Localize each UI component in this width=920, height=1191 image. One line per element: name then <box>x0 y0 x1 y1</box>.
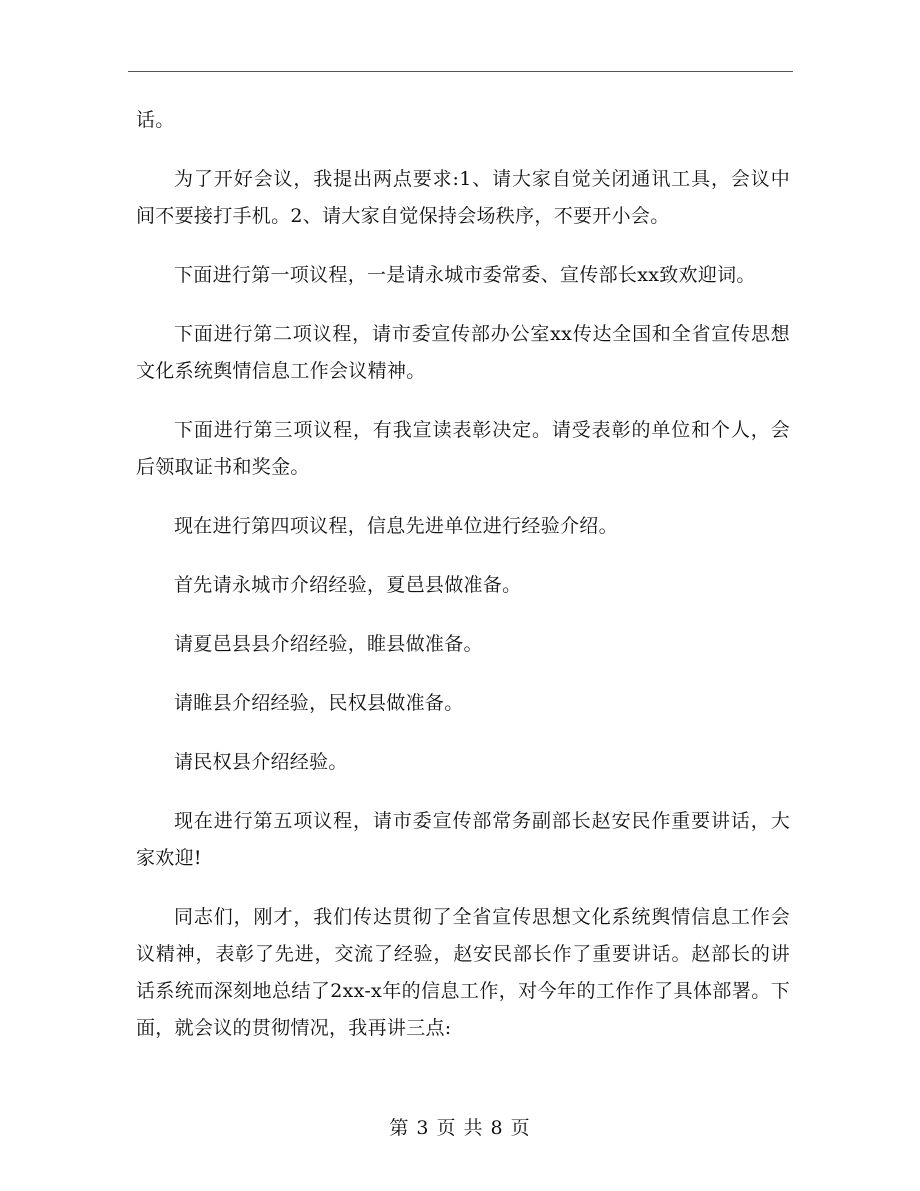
paragraph: 请夏邑县县介绍经验，睢县做准备。 <box>174 633 483 655</box>
paragraph: 同志们，刚才，我们传达贯彻了全省宣传思想文化系统舆情信息工作会议精神，表彰了先进，交流了经验，赵安民部长作了重要讲话。赵部长的讲话系统而深刻地总结了2xx-x年的信息工作，对今年的工作作了具体部署。下面，就会议的贯彻情况，我再讲三点: <box>136 906 790 1039</box>
paragraph: 现在进行第五项议程，请市委宣传部常务副部长赵安民作重要讲话，大家欢迎! <box>136 810 790 869</box>
paragraph: 下面进行第一项议程，一是请永城市委常委、宣传部长xx致欢迎词。 <box>174 264 756 286</box>
paragraph: 请睢县介绍经验，民权县做准备。 <box>174 692 464 714</box>
paragraph: 现在进行第四项议程，信息先进单位进行经验介绍。 <box>174 515 618 537</box>
header-rule <box>128 71 793 72</box>
paragraph: 请民权县介绍经验。 <box>174 751 348 773</box>
paragraph: 为了开好会议，我提出两点要求:1、请大家自觉关闭通讯工具，会议中间不要接打手机。2、请大家自觉保持会场秩序，不要开小会。 <box>136 168 790 227</box>
paragraph: 话。 <box>136 109 175 131</box>
paragraph: 下面进行第三项议程，有我宣读表彰决定。请受表彰的单位和个人，会后领取证书和奖金。 <box>136 419 790 478</box>
paragraph: 首先请永城市介绍经验，夏邑县做准备。 <box>174 574 522 596</box>
document-body <box>136 102 790 1069</box>
paragraph: 下面进行第二项议程，请市委宣传部办公室xx传达全国和全省宣传思想文化系统舆情信息工作会议精神。 <box>136 323 790 382</box>
page-number: 第 3 页 共 8 页 <box>389 1117 531 1139</box>
